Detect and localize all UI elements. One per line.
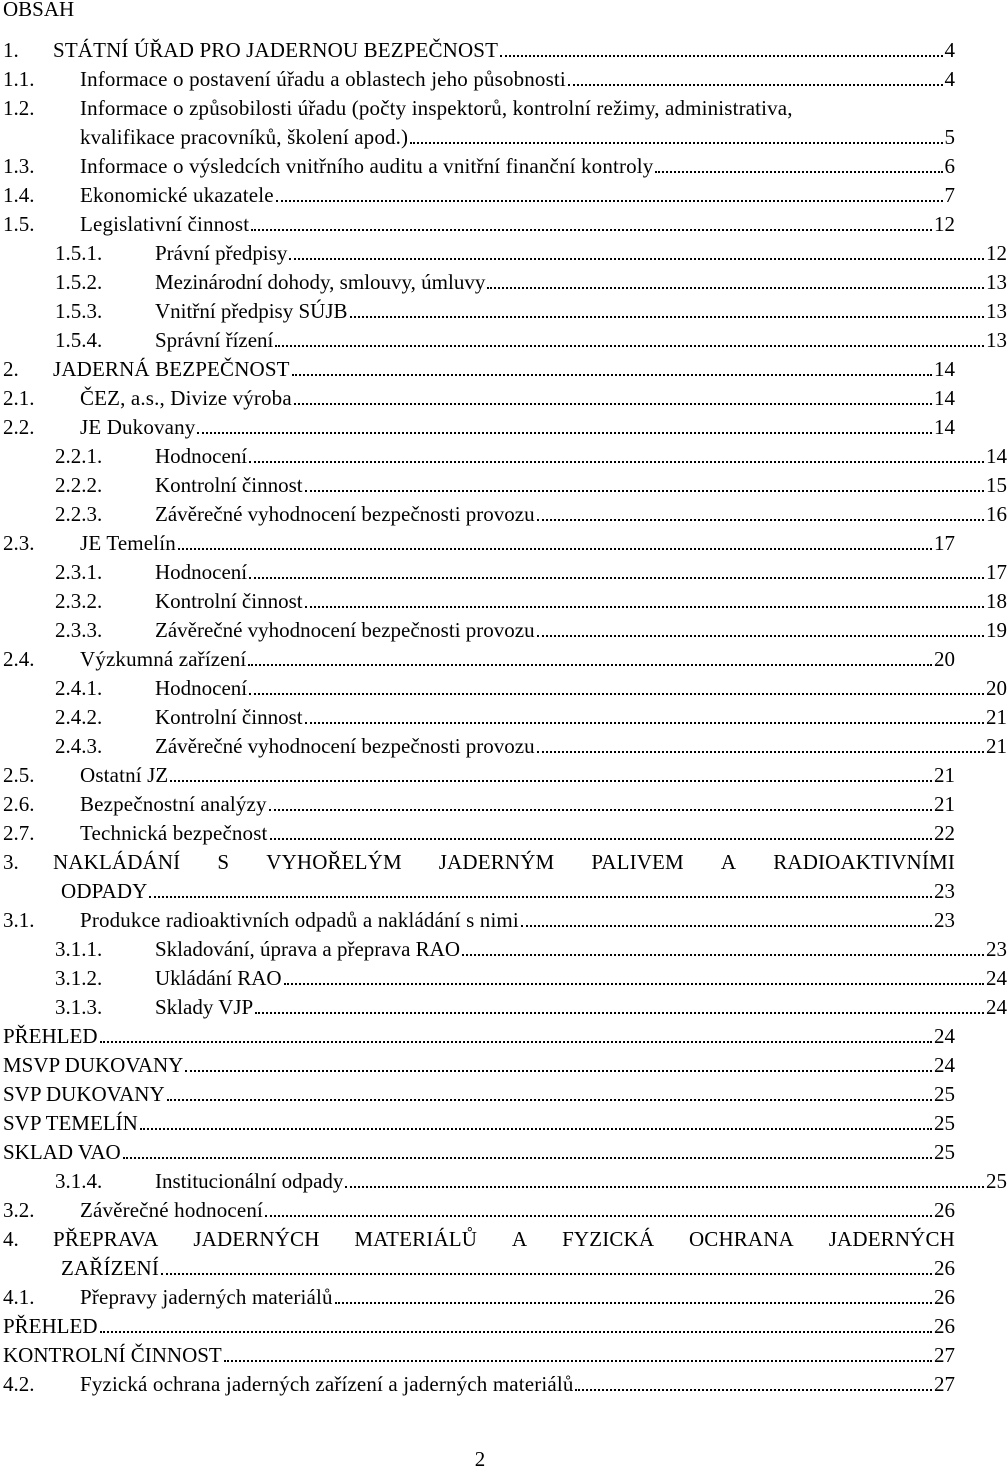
entry-page: 24 <box>986 966 1007 990</box>
entry-number: 4. <box>3 1227 19 1251</box>
toc-entry[interactable] <box>3 266 1007 295</box>
dot-leader <box>487 287 984 289</box>
entry-number: 2.6. <box>3 792 35 816</box>
entry-page: 4 <box>944 38 955 62</box>
entry-title <box>53 850 955 875</box>
entry-title: Fyzická ochrana jaderných zařízení a jaderných materiálů <box>80 1372 574 1396</box>
toc-entry[interactable] <box>3 440 1007 469</box>
toc-entry[interactable] <box>3 1107 955 1136</box>
title-word: FYZICKÁ <box>562 1227 655 1251</box>
entry-page: 18 <box>986 589 1007 613</box>
toc-entry[interactable] <box>3 527 955 556</box>
toc-entry[interactable] <box>3 701 1007 730</box>
dot-leader <box>568 84 943 86</box>
title-word: RADIOAKTIVNÍMI <box>773 850 955 874</box>
toc-heading: OBSAH <box>3 0 75 21</box>
dot-leader <box>575 1389 932 1391</box>
dot-leader <box>305 606 984 608</box>
toc-entry[interactable] <box>3 817 955 846</box>
entry-title: Závěrečné vyhodnocení bezpečnosti provozu <box>155 618 535 642</box>
entry-page: 6 <box>944 154 955 178</box>
dot-leader <box>140 1128 932 1130</box>
entry-title-continued: ODPADY <box>61 879 148 903</box>
entry-number: 2.4.2. <box>55 705 103 729</box>
entry-number: 2.3.2. <box>55 589 103 613</box>
toc-entry[interactable] <box>3 991 1007 1020</box>
entry-page: 12 <box>986 241 1007 265</box>
entry-page: 23 <box>934 879 955 903</box>
entry-title-continued: ZAŘÍZENÍ <box>61 1256 160 1280</box>
entry-page: 21 <box>934 792 955 816</box>
toc-entry-line2[interactable] <box>3 875 955 904</box>
entry-number: 2.4.3. <box>55 734 103 758</box>
dot-leader <box>284 983 984 985</box>
entry-page: 25 <box>934 1111 955 1135</box>
entry-page: 13 <box>986 299 1007 323</box>
toc-entry[interactable] <box>3 556 1007 585</box>
dot-leader <box>345 1186 984 1188</box>
entry-title: Právní předpisy <box>155 241 288 265</box>
toc-entry[interactable] <box>3 382 955 411</box>
entry-title: Informace o výsledcích vnitřního auditu a vnitřní finanční kontroly <box>80 154 654 178</box>
title-word: PALIVEM <box>591 850 684 874</box>
entry-page: 24 <box>934 1024 955 1048</box>
entry-title: Legislativní činnost <box>80 212 250 236</box>
toc-entry[interactable] <box>3 933 1007 962</box>
entry-number: 2.3. <box>3 531 35 555</box>
entry-number: 1.4. <box>3 183 35 207</box>
entry-title: Kontrolní činnost <box>155 589 303 613</box>
dot-leader <box>292 374 932 376</box>
title-word: A <box>720 850 737 874</box>
entry-page: 16 <box>986 502 1007 526</box>
entry-title: Informace o způsobilosti úřadu (počty inspektorů, kontrolní režimy, administrativa, <box>80 96 793 120</box>
entry-title: Hodnocení <box>155 676 248 700</box>
entry-page: 26 <box>934 1285 955 1309</box>
entry-title: Závěrečné vyhodnocení bezpečnosti provozu <box>155 734 535 758</box>
entry-title: Hodnocení <box>155 444 248 468</box>
toc-entry[interactable] <box>3 411 955 440</box>
entry-title: Kontrolní činnost <box>155 705 303 729</box>
toc-entry[interactable] <box>3 614 1007 643</box>
entry-title: Bezpečnostní analýzy <box>80 792 267 816</box>
entry-title <box>53 1227 955 1252</box>
entry-number: 2.2. <box>3 415 35 439</box>
entry-page: 23 <box>934 908 955 932</box>
toc-entry[interactable] <box>3 759 955 788</box>
dot-leader <box>185 1070 932 1072</box>
entry-title: MSVP DUKOVANY <box>3 1053 184 1077</box>
entry-page: 14 <box>934 357 955 381</box>
toc-entry[interactable] <box>3 324 1007 353</box>
entry-page: 24 <box>986 995 1007 1019</box>
entry-number: 2.2.2. <box>55 473 103 497</box>
entry-page: 24 <box>934 1053 955 1077</box>
title-word: JADERNÝCH <box>193 1227 320 1251</box>
dot-leader <box>537 751 984 753</box>
dot-leader <box>521 925 932 927</box>
toc-entry[interactable] <box>3 1165 1007 1194</box>
entry-title: Kontrolní činnost <box>155 473 303 497</box>
title-word: NAKLÁDÁNÍ <box>53 850 181 874</box>
entry-number: 2.2.1. <box>55 444 103 468</box>
toc-entry-line1[interactable] <box>3 1223 955 1252</box>
entry-title: JE Temelín <box>80 531 176 555</box>
dot-leader <box>249 461 984 463</box>
entry-number: 1.5.2. <box>55 270 103 294</box>
entry-page: 17 <box>986 560 1007 584</box>
toc-entry[interactable] <box>3 1339 955 1368</box>
dot-leader <box>265 1215 932 1217</box>
entry-number: 1.5.1. <box>55 241 103 265</box>
toc-entry[interactable] <box>3 179 955 208</box>
toc-entry[interactable] <box>3 1020 955 1049</box>
entry-page: 17 <box>934 531 955 555</box>
entry-number: 3.1.4. <box>55 1169 103 1193</box>
toc-entry[interactable] <box>3 34 955 63</box>
toc-entry[interactable] <box>3 1368 955 1397</box>
title-word: JADERNÝCH <box>828 1227 955 1251</box>
entry-number: 4.1. <box>3 1285 35 1309</box>
entry-title: Institucionální odpady <box>155 1169 344 1193</box>
toc-entry[interactable] <box>3 1281 955 1310</box>
toc-entry[interactable] <box>3 1049 955 1078</box>
dot-leader <box>305 722 984 724</box>
entry-page: 19 <box>986 618 1007 642</box>
entry-page: 14 <box>934 415 955 439</box>
entry-title: Informace o postavení úřadu a oblastech jeho působnosti <box>80 67 566 91</box>
dot-leader <box>100 1041 933 1043</box>
dot-leader <box>655 171 942 173</box>
dot-leader <box>410 142 942 144</box>
entry-page: 25 <box>986 1169 1007 1193</box>
dot-leader <box>269 809 932 811</box>
entry-title: Závěrečné hodnocení <box>80 1198 264 1222</box>
dot-leader <box>249 577 984 579</box>
dot-leader <box>249 693 984 695</box>
entry-page: 21 <box>986 734 1007 758</box>
entry-page: 20 <box>934 647 955 671</box>
entry-title: Sklady VJP <box>155 995 254 1019</box>
toc-entry[interactable] <box>3 469 1007 498</box>
toc-entry[interactable] <box>3 585 1007 614</box>
dot-leader <box>100 1331 933 1333</box>
toc-entry-line1[interactable] <box>3 92 955 121</box>
entry-title: Ukládání RAO <box>155 966 282 990</box>
entry-number: 2.2.3. <box>55 502 103 526</box>
dot-leader <box>170 780 932 782</box>
entry-number: 2.3.1. <box>55 560 103 584</box>
title-word: MATERIÁLŮ <box>354 1227 478 1251</box>
dot-leader <box>350 316 984 318</box>
dot-leader <box>275 345 984 347</box>
dot-leader <box>500 55 942 57</box>
entry-number: 4.2. <box>3 1372 35 1396</box>
entry-title: Mezinárodní dohody, smlouvy, úmluvy <box>155 270 486 294</box>
title-word: JADERNÝM <box>438 850 555 874</box>
entry-page: 14 <box>986 444 1007 468</box>
entry-title: Vnitřní předpisy SÚJB <box>155 299 348 323</box>
entry-page: 21 <box>934 763 955 787</box>
dot-leader <box>123 1157 932 1159</box>
dot-leader <box>305 490 984 492</box>
toc-entry[interactable] <box>3 353 955 382</box>
entry-page: 25 <box>934 1140 955 1164</box>
dot-leader <box>178 548 932 550</box>
toc-entry[interactable] <box>3 237 1007 266</box>
entry-title: Hodnocení <box>155 560 248 584</box>
dot-leader <box>335 1302 932 1304</box>
dot-leader <box>537 519 984 521</box>
entry-number: 3.1. <box>3 908 35 932</box>
entry-page: 20 <box>986 676 1007 700</box>
entry-number: 2.1. <box>3 386 35 410</box>
toc-entry[interactable] <box>3 1194 955 1223</box>
dot-leader <box>224 1360 932 1362</box>
entry-title: Přepravy jaderných materiálů <box>80 1285 333 1309</box>
toc-entry[interactable] <box>3 498 1007 527</box>
entry-title: Výzkumná zařízení <box>80 647 247 671</box>
entry-title: SKLAD VAO <box>3 1140 121 1164</box>
entry-title: SVP DUKOVANY <box>3 1082 165 1106</box>
title-word: S <box>217 850 230 874</box>
toc-entry[interactable] <box>3 295 1007 324</box>
entry-number: 1. <box>3 38 19 62</box>
entry-title: Ostatní JZ <box>80 763 169 787</box>
entry-number: 3.1.2. <box>55 966 103 990</box>
toc-entry[interactable] <box>3 904 955 933</box>
dot-leader <box>270 838 932 840</box>
title-word: OCHRANA <box>688 1227 794 1251</box>
entry-number: 2.3.3. <box>55 618 103 642</box>
entry-title: KONTROLNÍ ČINNOST <box>3 1343 222 1367</box>
entry-title: JADERNÁ BEZPEČNOST <box>53 357 290 381</box>
entry-number: 1.2. <box>3 96 35 120</box>
entry-title: SVP TEMELÍN <box>3 1111 138 1135</box>
toc-entry[interactable] <box>3 788 955 817</box>
entry-number: 1.1. <box>3 67 35 91</box>
title-word: PŘEPRAVA <box>53 1227 159 1251</box>
entry-page: 15 <box>986 473 1007 497</box>
entry-title: Skladování, úprava a přeprava RAO <box>155 937 460 961</box>
entry-page: 22 <box>934 821 955 845</box>
page-number: 2 <box>474 1447 486 1471</box>
entry-title: ČEZ, a.s., Divize výroba <box>80 386 292 410</box>
entry-number: 2.5. <box>3 763 35 787</box>
entry-title: Technická bezpečnost <box>80 821 268 845</box>
toc-entry-line2[interactable] <box>3 121 955 150</box>
dot-leader <box>167 1099 932 1101</box>
toc-entry[interactable] <box>3 208 955 237</box>
entry-number: 2.7. <box>3 821 35 845</box>
toc-entry-line1[interactable] <box>3 846 955 875</box>
entry-number: 1.5.3. <box>55 299 103 323</box>
entry-page: 25 <box>934 1082 955 1106</box>
dot-leader <box>289 258 984 260</box>
entry-title-continued: kvalifikace pracovníků, školení apod.) <box>80 125 409 149</box>
entry-page: 13 <box>986 270 1007 294</box>
entry-title: Ekonomické ukazatele <box>80 183 274 207</box>
toc-entry[interactable] <box>3 672 1007 701</box>
entry-page: 27 <box>934 1343 955 1367</box>
entry-title: PŘEHLED <box>3 1024 98 1048</box>
entry-number: 1.3. <box>3 154 35 178</box>
dot-leader <box>161 1273 932 1275</box>
toc-entry[interactable] <box>3 730 1007 759</box>
entry-page: 13 <box>986 328 1007 352</box>
entry-page: 26 <box>934 1314 955 1338</box>
dot-leader <box>294 403 932 405</box>
entry-page: 12 <box>934 212 955 236</box>
entry-number: 1.5. <box>3 212 35 236</box>
entry-number: 3.2. <box>3 1198 35 1222</box>
entry-title: Správní řízení <box>155 328 274 352</box>
dot-leader <box>248 664 932 666</box>
dot-leader <box>255 1012 984 1014</box>
dot-leader <box>537 635 984 637</box>
toc-entry[interactable] <box>3 1078 955 1107</box>
entry-page: 14 <box>934 386 955 410</box>
title-word: VYHOŘELÝM <box>266 850 402 874</box>
toc-entry[interactable] <box>3 962 1007 991</box>
toc-entry[interactable] <box>3 643 955 672</box>
entry-page: 26 <box>934 1256 955 1280</box>
entry-number: 3. <box>3 850 19 874</box>
toc-entry[interactable] <box>3 63 955 92</box>
toc-entry[interactable] <box>3 150 955 179</box>
dot-leader <box>149 896 932 898</box>
entry-title: JE Dukovany <box>80 415 196 439</box>
dot-leader <box>197 432 932 434</box>
entry-page: 27 <box>934 1372 955 1396</box>
entry-number: 1.5.4. <box>55 328 103 352</box>
dot-leader <box>276 200 943 202</box>
entry-number: 3.1.3. <box>55 995 103 1019</box>
entry-title: STÁTNÍ ÚŘAD PRO JADERNOU BEZPEČNOST <box>53 38 499 62</box>
dot-leader <box>251 229 932 231</box>
entry-page: 7 <box>944 183 955 207</box>
entry-number: 2.4.1. <box>55 676 103 700</box>
dot-leader <box>462 954 984 956</box>
entry-number: 2. <box>3 357 19 381</box>
entry-page: 21 <box>986 705 1007 729</box>
entry-number: 3.1.1. <box>55 937 103 961</box>
entry-title: Produkce radioaktivních odpadů a nakládání s nimi <box>80 908 519 932</box>
entry-page: 26 <box>934 1198 955 1222</box>
title-word: A <box>511 1227 528 1251</box>
entry-number: 2.4. <box>3 647 35 671</box>
toc-entry-line2[interactable] <box>3 1252 955 1281</box>
toc-entry[interactable] <box>3 1310 955 1339</box>
entry-title: PŘEHLED <box>3 1314 98 1338</box>
entry-page: 4 <box>944 67 955 91</box>
entry-page: 5 <box>944 125 955 149</box>
entry-title: Závěrečné vyhodnocení bezpečnosti provozu <box>155 502 535 526</box>
entry-page: 23 <box>986 937 1007 961</box>
toc-entry[interactable] <box>3 1136 955 1165</box>
